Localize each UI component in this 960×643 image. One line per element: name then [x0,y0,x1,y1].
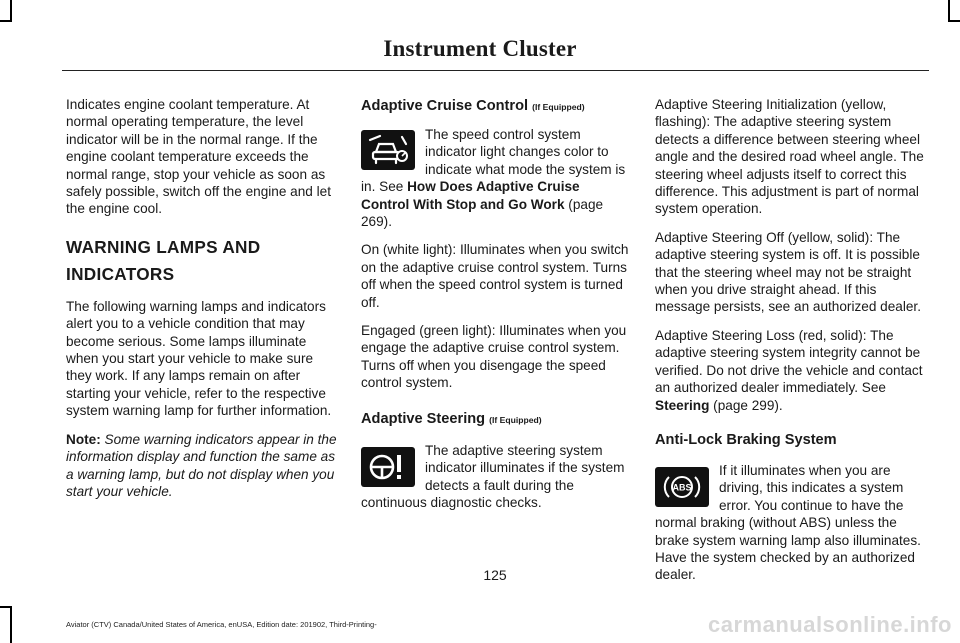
crop-mark-top-right-h [948,20,960,22]
note-paragraph [66,431,341,501]
acc-white-paragraph: On (white light): Illuminates when you switch on the adaptive cruise control system. Turns off when the speed control system is turned off. [361,242,629,310]
crop-mark-top-left-v [10,0,12,22]
page-number: 125 [483,567,507,583]
warning-lamps-paragraph: The following warning lamps and indicators alert you to a vehicle condition that may become serious. Some lamps illuminate when you start your vehicle to make sure they work. If any lamps remain on after starting your vehicle, refer to the respective system warning lamp for further information. [66,298,332,419]
header-divider [62,70,929,71]
abs-heading: Anti-Lock Braking System [655,431,837,448]
note-label: Note: [66,431,101,447]
note-text: Some warning indicators appear in the information display and function the same as a warning lamp, but do not display when you start your vehicle. [66,431,337,499]
crop-mark-bottom-left-h [0,606,12,608]
acc-heading: Adaptive Cruise Control (If Equipped) [361,98,585,114]
edition-footer: Aviator (CTV) Canada/United States of America, enUSA, Edition date: 201902, Third-Printing- [66,620,377,629]
as-initialization-paragraph: Adaptive Steering Initialization (yellow, flashing): The adaptive steering system detects a difference between steering wheel angle and the desired road wheel angle. The steering wheel adjusts itself to correct this difference. This adjustment is part of normal system operation. [655,97,924,217]
crop-mark-top-right-v [948,0,950,22]
crop-mark-bottom-left-v [10,606,12,643]
crop-mark-top-left-h [0,20,12,22]
adaptive-steering-body: The adaptive steering system indicator illuminates if the system detects a fault during the continuous diagnostic checks. [361,442,625,510]
acc-green-paragraph: Engaged (green light): Illuminates when you engage the adaptive cruise control system. Turns off when you disengage the speed control system. [361,323,627,391]
abs-warning-icon [655,467,709,507]
watermark-logo: carmanualsonline.info [708,612,952,637]
warning-lamps-heading: WARNING LAMPS AND INDICATORS [66,236,261,284]
adaptive-cruise-control-icon [361,130,415,170]
column-middle [361,96,631,522]
as-off-paragraph: Adaptive Steering Off (yellow, solid): The adaptive steering system is off. It is possible that the steering wheel may not be straight when you drive straight ahead. If this message persists, see an authorized dealer. [655,229,921,315]
column-right [655,96,930,595]
acc-body: The speed control system indicator light changes color to indicate what mode the system is in. See How Does Adaptive Cruise Control With Stop and Go Work (page 269). [361,127,626,230]
abs-body: If it illuminates when you are driving, this indicates a system error. You continue to have the normal braking (without ABS) unless the brake system warning lamp also illuminates. Have the system checked by an authorized dealer. [655,462,921,583]
column-left [66,96,341,511]
coolant-paragraph: Indicates engine coolant temperature. At normal operating temperature, the level indicator will be in the normal range. If the engine coolant temperature exceeds the normal range, stop your vehicle as soon as safely possible, switch off the engine and let the engine cool. [66,97,331,217]
steering-reference-link[interactable]: Steering [655,397,710,413]
acc-reference-link[interactable]: How Does Adaptive Cruise Control With Stop and Go Work [361,179,580,212]
page-title: Instrument Cluster [383,36,577,61]
svg-text:ABS: ABS [672,482,692,493]
adaptive-steering-heading: Adaptive Steering (If Equipped) [361,410,542,427]
adaptive-steering-warning-icon [361,447,415,487]
as-loss-paragraph: Adaptive Steering Loss (red, solid): The adaptive steering system integrity cannot be verified. Do not drive the vehicle and contact an authorized dealer immediately. See Steering (page 299). [655,327,923,413]
